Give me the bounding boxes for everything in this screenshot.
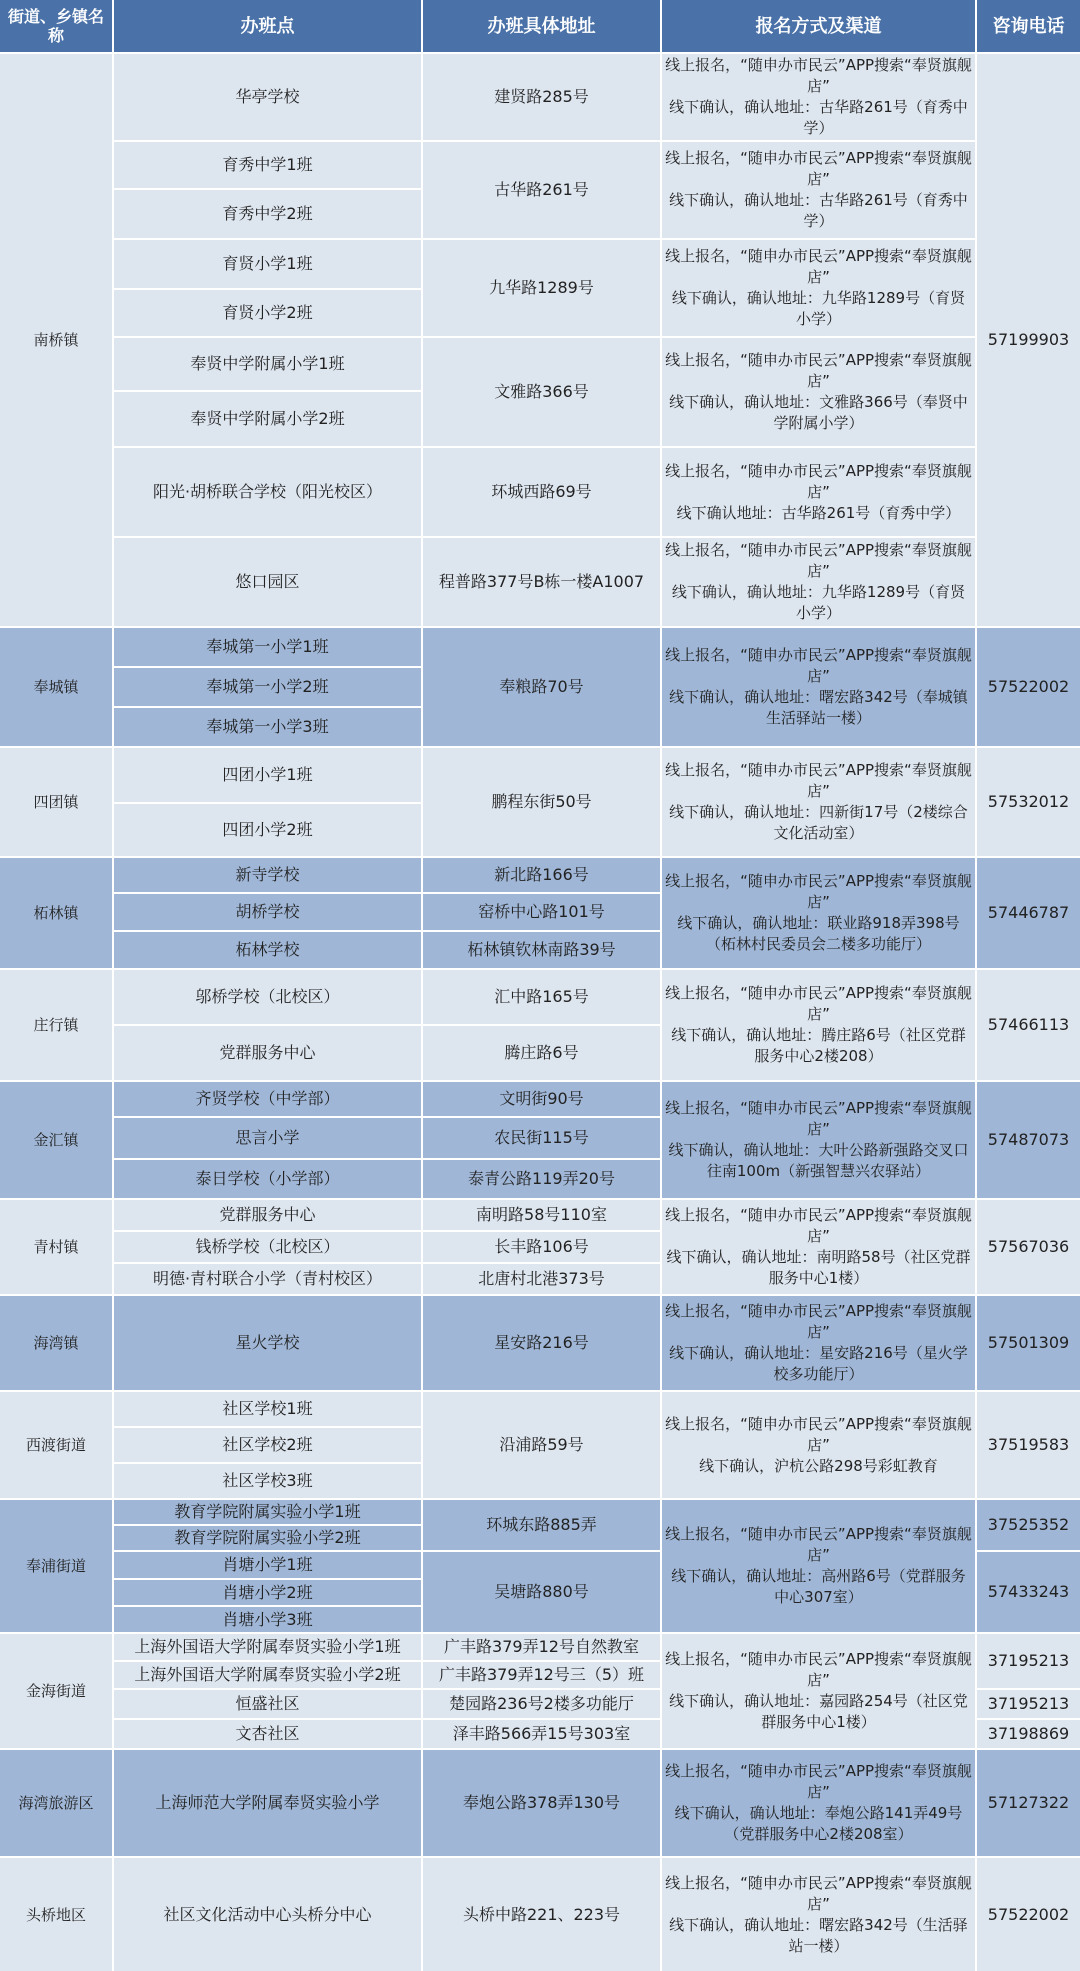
district-name: 金海街道 xyxy=(0,1634,114,1750)
class-address: 长丰路106号 xyxy=(423,1232,662,1264)
class-site: 上海外国语大学附属奉贤实验小学2班 xyxy=(114,1662,423,1690)
registration-channel: 线上报名，“随申办市民云”APP搜索“奉贤旗舰店” 线下确认，确认地址：九华路1289号（育贤小学） xyxy=(662,240,977,338)
class-address: 吴塘路880号 xyxy=(423,1552,662,1634)
registration-channel: 线上报名，“随申办市民云”APP搜索“奉贤旗舰店” 线下确认地址：古华路261号（育秀中学） xyxy=(662,448,977,538)
class-address: 环城东路885弄 xyxy=(423,1500,662,1552)
district-name: 四团镇 xyxy=(0,748,114,858)
header-district: 街道、乡镇名称 xyxy=(0,0,114,54)
class-site: 胡桥学校 xyxy=(114,894,423,932)
class-site: 肖塘小学3班 xyxy=(114,1607,423,1634)
class-site: 社区学校3班 xyxy=(114,1464,423,1500)
district-name: 海湾镇 xyxy=(0,1296,114,1392)
header-address: 办班具体地址 xyxy=(423,0,662,54)
class-address: 北唐村北港373号 xyxy=(423,1264,662,1296)
district-phone: 57532012 xyxy=(977,748,1080,858)
district-name: 柘林镇 xyxy=(0,858,114,970)
class-address: 农民街115号 xyxy=(423,1118,662,1160)
district-name: 庄行镇 xyxy=(0,970,114,1082)
district-name: 南桥镇 xyxy=(0,54,114,628)
class-site: 肖塘小学1班 xyxy=(114,1552,423,1580)
class-address: 柘林镇钦林南路39号 xyxy=(423,932,662,970)
class-site: 钱桥学校（北校区） xyxy=(114,1232,423,1264)
registration-channel: 线上报名，“随申办市民云”APP搜索“奉贤旗舰店” 线下确认，确认地址：腾庄路6号（社区党群服务中心2楼208） xyxy=(662,970,977,1082)
class-site: 阳光·胡桥联合学校（阳光校区） xyxy=(114,448,423,538)
class-site: 四团小学1班 xyxy=(114,748,423,804)
class-address: 建贤路285号 xyxy=(423,54,662,142)
header-phone: 咨询电话 xyxy=(977,0,1080,54)
class-site: 柘林学校 xyxy=(114,932,423,970)
district-phone: 57567036 xyxy=(977,1200,1080,1296)
district-name: 金汇镇 xyxy=(0,1082,114,1200)
class-site: 悠口园区 xyxy=(114,538,423,628)
class-site: 党群服务中心 xyxy=(114,1200,423,1232)
district-phone: 37195213 xyxy=(977,1634,1080,1690)
district-phone: 57433243 xyxy=(977,1552,1080,1634)
class-address: 星安路216号 xyxy=(423,1296,662,1392)
class-site: 上海师范大学附属奉贤实验小学 xyxy=(114,1750,423,1858)
registration-channel: 线上报名，“随申办市民云”APP搜索“奉贤旗舰店” 线下确认，沪杭公路298号彩虹教育 xyxy=(662,1392,977,1500)
registration-channel: 线上报名，“随申办市民云”APP搜索“奉贤旗舰店” 线下确认，确认地址：曙宏路342号（生活驿站一楼） xyxy=(662,1858,977,1971)
class-address: 头桥中路221、223号 xyxy=(423,1858,662,1971)
class-address: 环城西路69号 xyxy=(423,448,662,538)
class-address: 新北路166号 xyxy=(423,858,662,894)
registration-channel: 线上报名，“随申办市民云”APP搜索“奉贤旗舰店” 线下确认，确认地址：联业路918弄398号（柘林村民委员会二楼多功能厅） xyxy=(662,858,977,970)
district-name: 青村镇 xyxy=(0,1200,114,1296)
class-site: 思言小学 xyxy=(114,1118,423,1160)
class-site: 教育学院附属实验小学2班 xyxy=(114,1526,423,1552)
registration-channel: 线上报名，“随申办市民云”APP搜索“奉贤旗舰店” 线下确认，确认地址：高州路6号（党群服务中心307室） xyxy=(662,1500,977,1634)
class-site: 新寺学校 xyxy=(114,858,423,894)
registration-channel: 线上报名，“随申办市民云”APP搜索“奉贤旗舰店” 线下确认，确认地址：星安路216号（星火学校多功能厅） xyxy=(662,1296,977,1392)
class-address: 腾庄路6号 xyxy=(423,1026,662,1082)
class-site: 党群服务中心 xyxy=(114,1026,423,1082)
district-phone: 37195213 xyxy=(977,1690,1080,1720)
district-name: 奉城镇 xyxy=(0,628,114,748)
registration-channel: 线上报名，“随申办市民云”APP搜索“奉贤旗舰店” 线下确认，确认地址：嘉园路254号（社区党群服务中心1楼） xyxy=(662,1634,977,1750)
class-address: 窑桥中心路101号 xyxy=(423,894,662,932)
registration-channel: 线上报名，“随申办市民云”APP搜索“奉贤旗舰店” 线下确认，确认地址：大叶公路新强路交叉口往南100m（新强智慧兴农驿站） xyxy=(662,1082,977,1200)
class-site: 奉贤中学附属小学2班 xyxy=(114,392,423,448)
class-address: 泰青公路119弄20号 xyxy=(423,1160,662,1200)
class-site: 社区学校1班 xyxy=(114,1392,423,1428)
class-site: 奉贤中学附属小学1班 xyxy=(114,338,423,392)
class-address: 广丰路379弄12号三（5）班 xyxy=(423,1662,662,1690)
district-phone: 57466113 xyxy=(977,970,1080,1082)
class-address: 文明街90号 xyxy=(423,1082,662,1118)
registration-channel: 线上报名，“随申办市民云”APP搜索“奉贤旗舰店” 线下确认，确认地址：四新街17号（2楼综合文化活动室） xyxy=(662,748,977,858)
class-site: 社区学校2班 xyxy=(114,1428,423,1464)
class-address: 泽丰路566弄15号303室 xyxy=(423,1720,662,1750)
class-address: 九华路1289号 xyxy=(423,240,662,338)
district-phone: 57199903 xyxy=(977,54,1080,628)
class-address: 奉粮路70号 xyxy=(423,628,662,748)
class-site: 明德·青村联合小学（青村校区） xyxy=(114,1264,423,1296)
district-name: 海湾旅游区 xyxy=(0,1750,114,1858)
registration-channel: 线上报名，“随申办市民云”APP搜索“奉贤旗舰店” 线下确认，确认地址：九华路1289号（育贤小学） xyxy=(662,538,977,628)
district-phone: 37519583 xyxy=(977,1392,1080,1500)
district-phone: 57522002 xyxy=(977,1858,1080,1971)
class-site: 育贤小学2班 xyxy=(114,290,423,338)
class-address: 楚园路236号2楼多功能厅 xyxy=(423,1690,662,1720)
district-phone: 57446787 xyxy=(977,858,1080,970)
district-name: 奉浦街道 xyxy=(0,1500,114,1634)
registration-channel: 线上报名，“随申办市民云”APP搜索“奉贤旗舰店” 线下确认，确认地址：古华路261号（育秀中学） xyxy=(662,142,977,240)
class-site: 育秀中学1班 xyxy=(114,142,423,190)
class-site: 恒盛社区 xyxy=(114,1690,423,1720)
district-phone: 57487073 xyxy=(977,1082,1080,1200)
district-phone: 57522002 xyxy=(977,628,1080,748)
class-site: 育贤小学1班 xyxy=(114,240,423,290)
class-site: 四团小学2班 xyxy=(114,804,423,858)
class-site: 邬桥学校（北校区） xyxy=(114,970,423,1026)
class-site: 育秀中学2班 xyxy=(114,190,423,240)
district-phone: 37525352 xyxy=(977,1500,1080,1552)
class-address: 沿浦路59号 xyxy=(423,1392,662,1500)
class-site: 星火学校 xyxy=(114,1296,423,1392)
district-name: 头桥地区 xyxy=(0,1858,114,1971)
registration-channel: 线上报名，“随申办市民云”APP搜索“奉贤旗舰店” 线下确认，确认地址：古华路261号（育秀中学） xyxy=(662,54,977,142)
class-site: 泰日学校（小学部） xyxy=(114,1160,423,1200)
class-address: 文雅路366号 xyxy=(423,338,662,448)
class-address: 广丰路379弄12号自然教室 xyxy=(423,1634,662,1662)
class-site: 奉城第一小学3班 xyxy=(114,708,423,748)
class-site: 社区文化活动中心头桥分中心 xyxy=(114,1858,423,1971)
class-address: 汇中路165号 xyxy=(423,970,662,1026)
header-channel: 报名方式及渠道 xyxy=(662,0,977,54)
class-site: 华亭学校 xyxy=(114,54,423,142)
registration-channel: 线上报名，“随申办市民云”APP搜索“奉贤旗舰店” 线下确认，确认地址：曙宏路342号（奉城镇生活驿站一楼） xyxy=(662,628,977,748)
class-address: 鹏程东街50号 xyxy=(423,748,662,858)
class-site: 齐贤学校（中学部） xyxy=(114,1082,423,1118)
class-site: 上海外国语大学附属奉贤实验小学1班 xyxy=(114,1634,423,1662)
district-phone: 37198869 xyxy=(977,1720,1080,1750)
registration-channel: 线上报名，“随申办市民云”APP搜索“奉贤旗舰店” 线下确认，确认地址：文雅路366号（奉贤中学附属小学） xyxy=(662,338,977,448)
class-address: 程普路377号B栋一楼A1007 xyxy=(423,538,662,628)
header-class-site: 办班点 xyxy=(114,0,423,54)
class-address: 南明路58号110室 xyxy=(423,1200,662,1232)
class-site: 奉城第一小学2班 xyxy=(114,668,423,708)
class-site: 教育学院附属实验小学1班 xyxy=(114,1500,423,1526)
registration-channel: 线上报名，“随申办市民云”APP搜索“奉贤旗舰店” 线下确认，确认地址：奉炮公路141弄49号（党群服务中心2楼208室） xyxy=(662,1750,977,1858)
class-site: 奉城第一小学1班 xyxy=(114,628,423,668)
district-phone: 57501309 xyxy=(977,1296,1080,1392)
class-address: 古华路261号 xyxy=(423,142,662,240)
registration-channel: 线上报名，“随申办市民云”APP搜索“奉贤旗舰店” 线下确认，确认地址：南明路58号（社区党群服务中心1楼） xyxy=(662,1200,977,1296)
district-name: 西渡街道 xyxy=(0,1392,114,1500)
class-address: 奉炮公路378弄130号 xyxy=(423,1750,662,1858)
district-phone: 57127322 xyxy=(977,1750,1080,1858)
class-site: 肖塘小学2班 xyxy=(114,1580,423,1607)
class-site: 文杏社区 xyxy=(114,1720,423,1750)
